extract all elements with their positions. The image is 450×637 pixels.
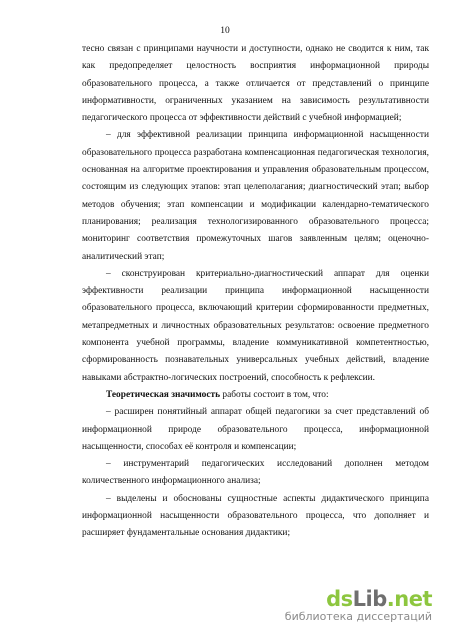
watermark-logo — [285, 588, 432, 623]
watermark-logo-text: dsLib.net — [326, 587, 432, 611]
paragraph-6: – инструментарий педагогических исследований дополнен методом количественного информационного анализа; — [82, 459, 429, 487]
paragraph-3: – сконструирован критериально-диагностический аппарат для оценки эффективности реализации принципа информационной насыщенности образовательного процесса, включающий критерии сформированности предметных, метапредметных и личностных образовательных результатов: освоение предметного компонента учебной программы, владение коммуникативной компетентностью, сформированность познавательных универсальных учебных действий, владение навыками абстрактно-логических построений, способность к рефлексии. — [82, 268, 429, 383]
paragraph-5: – расширен понятийный аппарат общей педагогики за счет представлений об информационной природе образовательного процесса, информационной насыщенности, способах её контроля и компенсации; — [82, 407, 429, 452]
paragraph-theoretical-significance: Теоретическая значимость работы состоит в том, что: — [106, 389, 329, 400]
page-number: 10 — [220, 26, 230, 36]
document-body — [82, 41, 429, 543]
paragraph-1: тесно связан с принципами научности и доступности, однако не сводится к ним, так как предопределяет целостность восприятия информационной природы образовательного процесса, а также отличается от представлений о принципе информативности, ограниченных указанием на зависимость результативности педагогического процесса от эффективности действий с учебной информацией; — [82, 44, 429, 124]
paragraph-7: – выделены и обоснованы сущностные аспекты дидактического принципа информационной насыщенности образовательного процесса, что дополняет и расширяет фундаментальные основания дидактики; — [82, 493, 429, 539]
watermark-subtitle: библиотека диссертаций — [284, 610, 432, 623]
bold-heading: Теоретическая значимость — [106, 389, 221, 400]
paragraph-2: – для эффективной реализации принципа информационной насыщенности образовательного процесса разработана компенсационная педагогическая технология, основанная на алгоритме проектирования и управления образовательным процессом, состоящим из следующих этапов: этап целеполагания; диагностический этап; выбор методов обучения; этап компенсации и модификации календарно-тематического планирования; реализация технологизированного образовательного процесса; мониторинг соответствия промежуточных шагов заявленным целям; оценочно-аналитический этап; — [82, 130, 429, 262]
